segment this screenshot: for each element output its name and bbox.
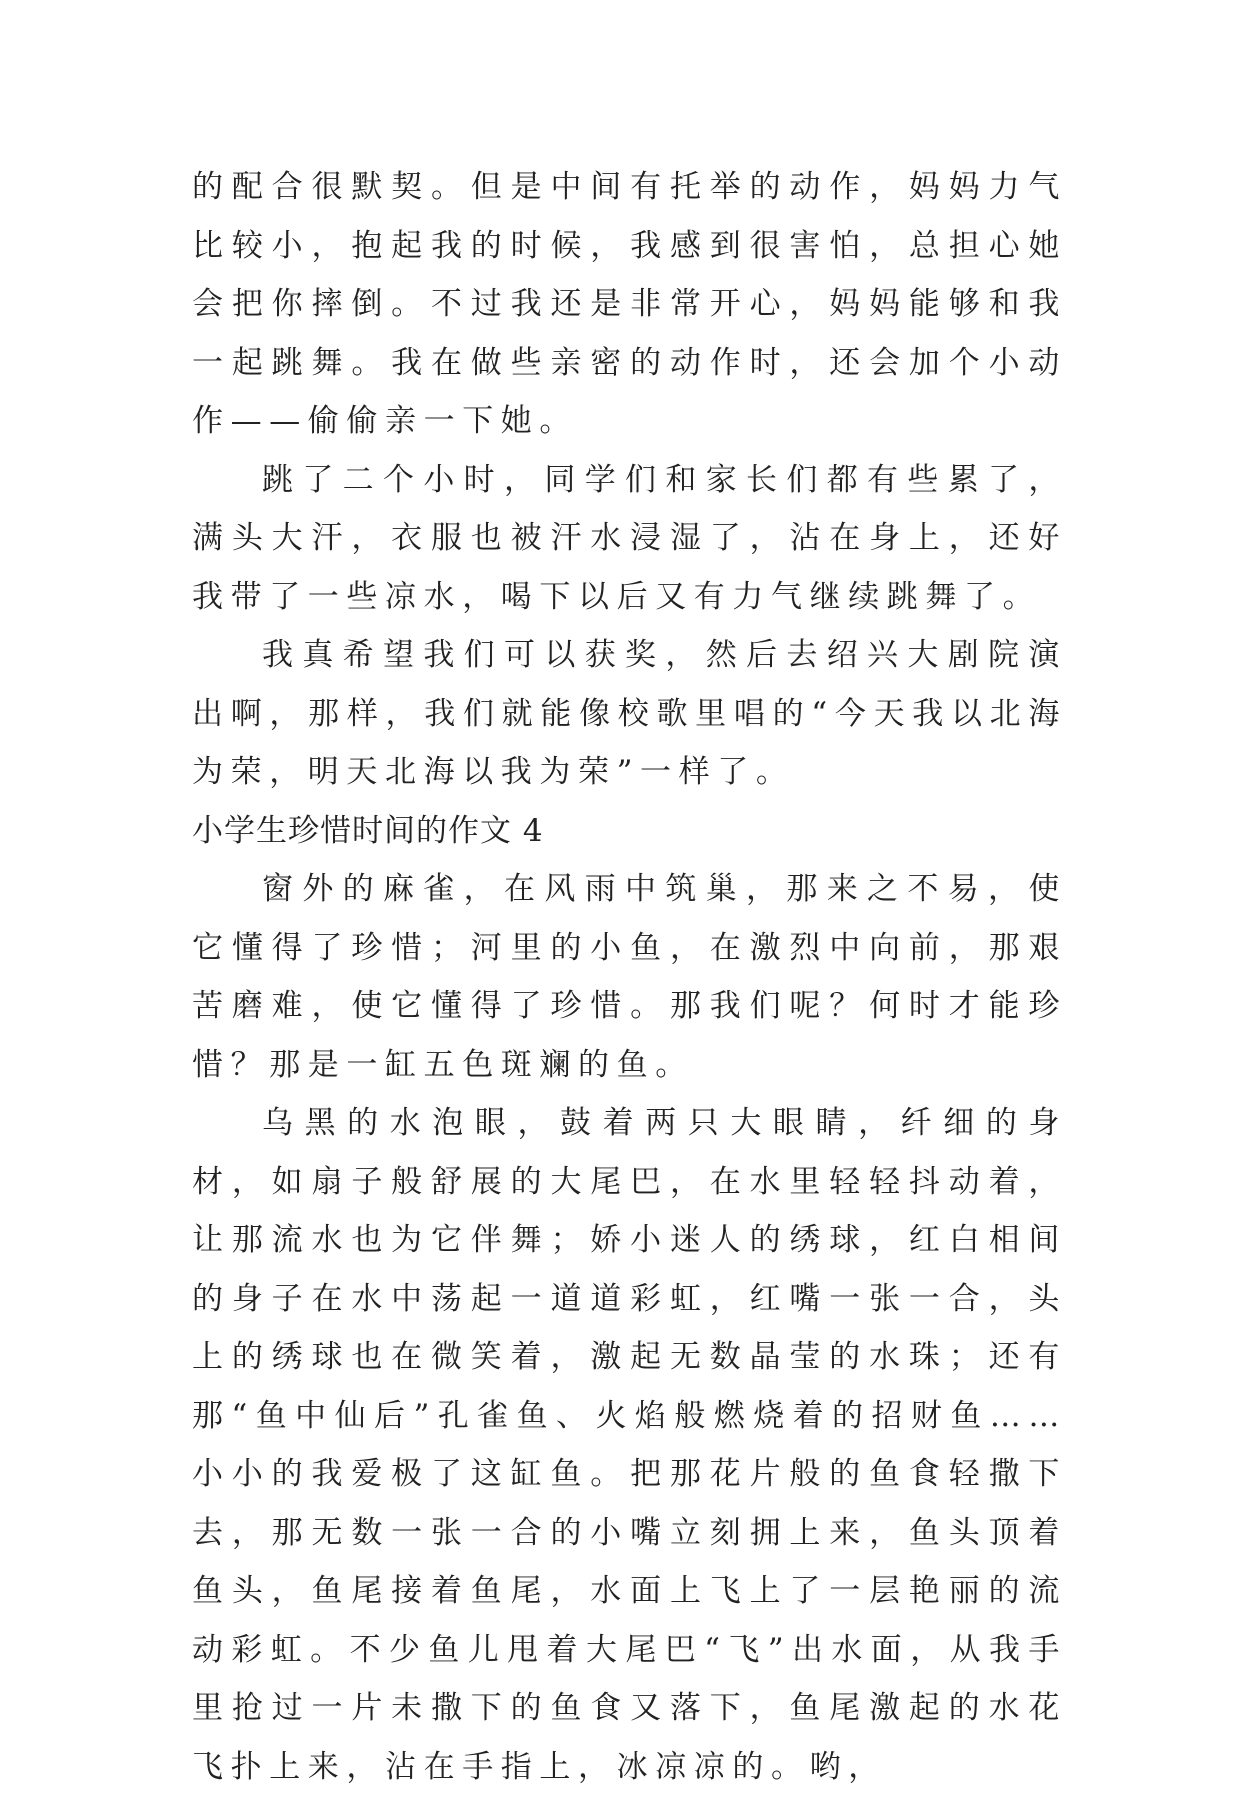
paragraph-5: 乌黑的水泡眼，鼓着两只大眼睛，纤细的身材，如扇子般舒展的大尾巴，在水里轻轻抖动着，让那流水也为它伴舞；娇小迷人的绣球，红白相间的身子在水中荡起一道道彩虹，红嘴一张一合，头上的绣球也在微笑着，激起无数晶莹的水珠；还有那“鱼中仙后”孔雀鱼、火焰般燃烧着的招财鱼……小小的我爱极了这缸鱼。把那花片般的鱼食轻撒下去，那无数一张一合的小嘴立刻拥上来，鱼头顶着鱼头，鱼尾接着鱼尾，水面上飞上了一层艳丽的流动彩虹。不少鱼儿甩着大尾巴“飞”出水面，从我手里抢过一片未撒下的鱼食又落下，鱼尾激起的水花飞扑上来，沾在手指上，冰凉凉的。哟，: [192, 1105, 1067, 1785]
paragraph-2: 跳了二个小时，同学们和家长们都有些累了，满头大汗，衣服也被汗水浸湿了，沾在身上，还好我带了一些凉水，喝下以后又有力气继续跳舞了。: [192, 461, 1067, 615]
paragraph-1: 的配合很默契。但是中间有托举的动作，妈妈力气比较小，抱起我的时候，我感到很害怕，总担心她会把你摔倒。不过我还是非常开心，妈妈能够和我一起跳舞。我在做些亲密的动作时，还会加个小动作——偷偷亲一下她。: [192, 169, 1067, 439]
paragraph-3: 我真希望我们可以获奖，然后去绍兴大剧院演出啊，那样，我们就能像校歌里唱的“今天我以北海为荣，明天北海以我为荣”一样了。: [192, 637, 1067, 790]
paragraph-4: 窗外的麻雀，在风雨中筑巢，那来之不易，使它懂得了珍惜；河里的小鱼，在激烈中向前，那艰苦磨难，使它懂得了珍惜。那我们呢？何时才能珍惜？那是一缸五色斑斓的鱼。: [192, 871, 1067, 1083]
document-body: [192, 158, 1067, 1796]
section-heading: 小学生珍惜时间的作文 4: [192, 812, 544, 849]
